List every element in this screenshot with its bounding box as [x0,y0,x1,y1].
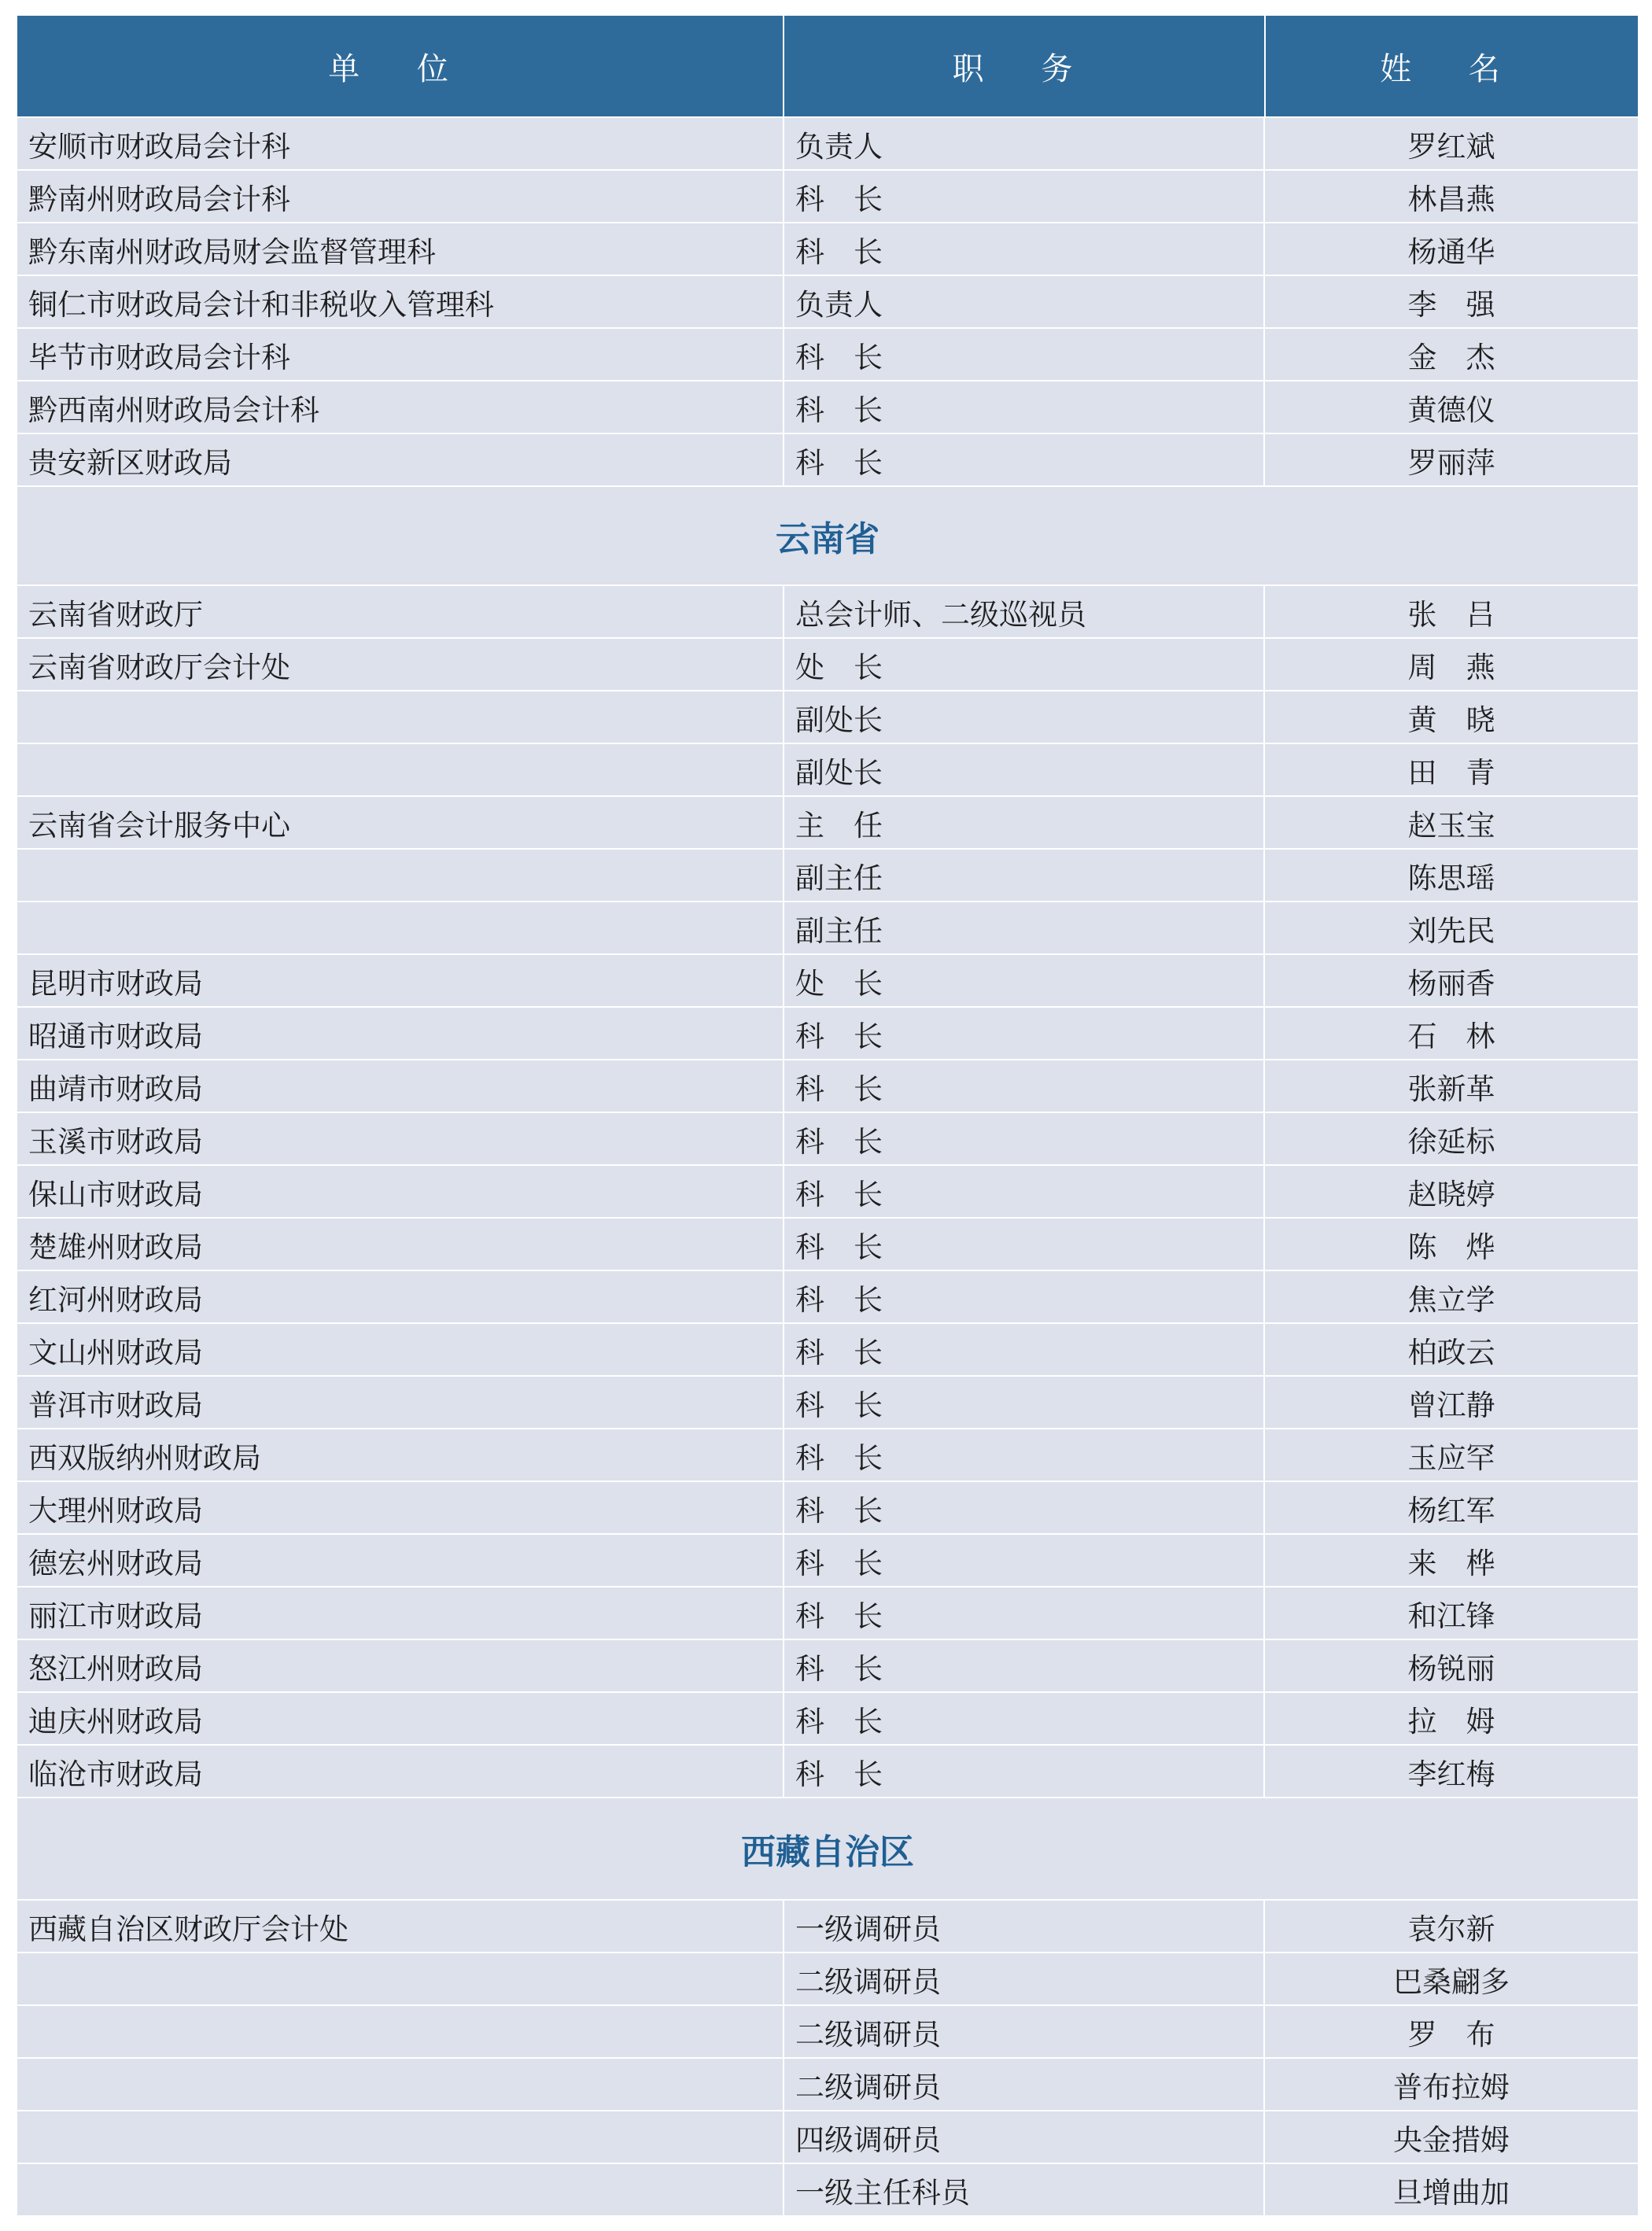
cell-name: 杨通华 [1407,234,1495,269]
table-row [17,1586,1638,1639]
table-row [17,1428,1638,1481]
cell-unit: 文山州财政局 [17,1324,784,1375]
cell-unit: 昆明市财政局 [17,955,784,1006]
table-row [17,1899,1638,1952]
cell-unit: 西藏自治区财政厅会计处 [17,1901,784,1952]
table-row [17,953,1638,1006]
table-row [17,1639,1638,1691]
cell-name: 普布拉姆 [1393,2070,1510,2104]
cell-position: 主 任 [784,797,1265,848]
cell-position: 负责人 [784,118,1265,169]
cell-name: 来 桦 [1407,1546,1495,1580]
cell-name: 曾江静 [1407,1388,1495,1422]
cell-position: 一级主任科员 [784,2164,1265,2215]
cell-position: 处 长 [784,639,1265,690]
cell-unit [17,2006,784,2057]
cell-unit: 保山市财政局 [17,1166,784,1217]
header-position: 职 务 [784,16,1266,116]
table-row [17,116,1638,169]
cell-unit: 普洱市财政局 [17,1377,784,1428]
cell-name: 林昌燕 [1407,182,1495,216]
cell-position: 总会计师、二级巡视员 [784,586,1265,637]
cell-unit: 迪庆州财政局 [17,1693,784,1744]
cell-position: 一级调研员 [784,1901,1265,1952]
cell-name: 石 林 [1407,1019,1495,1053]
cell-unit [17,1953,784,2004]
cell-unit: 云南省会计服务中心 [17,797,784,848]
table-row [17,327,1638,380]
cell-name: 玉应罕 [1407,1440,1495,1475]
cell-unit [17,691,784,743]
section-title: 云南省 [17,485,1638,584]
cell-unit [17,2111,784,2163]
cell-unit: 云南省财政厅 [17,586,784,637]
table-row [17,1164,1638,1217]
cell-name: 田 青 [1407,755,1495,790]
table-row [17,380,1638,433]
cell-unit: 德宏州财政局 [17,1535,784,1586]
cell-position: 副主任 [784,850,1265,901]
cell-name: 徐延标 [1407,1124,1495,1159]
cell-position: 科 长 [784,1271,1265,1322]
cell-name: 拉 姆 [1407,1704,1495,1739]
cell-unit [17,2059,784,2110]
cell-position: 二级调研员 [784,2059,1265,2110]
personnel-table [16,14,1639,2217]
cell-name: 和江锋 [1407,1599,1495,1633]
table-row [17,1059,1638,1112]
cell-unit: 丽江市财政局 [17,1588,784,1639]
cell-unit: 曲靖市财政局 [17,1060,784,1112]
cell-unit: 大理州财政局 [17,1482,784,1533]
table-row [17,901,1638,953]
table-row [17,222,1638,275]
table-row [17,2110,1638,2163]
cell-unit: 楚雄州财政局 [17,1219,784,1270]
cell-name: 罗 布 [1407,2017,1495,2052]
table-row [17,1112,1638,1164]
table-row [17,1006,1638,1059]
cell-position: 科 长 [784,1324,1265,1375]
cell-name: 李红梅 [1407,1757,1495,1791]
cell-position: 科 长 [784,1640,1265,1691]
cell-name: 央金措姆 [1393,2122,1510,2157]
cell-unit [17,850,784,901]
cell-position: 科 长 [784,223,1265,275]
cell-position: 科 长 [784,1535,1265,1586]
table-row [17,1322,1638,1375]
table-row [17,1217,1638,1270]
cell-name: 黄德仪 [1407,393,1495,427]
table-row [17,848,1638,901]
cell-unit: 西双版纳州财政局 [17,1429,784,1481]
cell-unit: 云南省财政厅会计处 [17,639,784,690]
cell-position: 科 长 [784,1060,1265,1112]
cell-name: 黄 晓 [1407,702,1495,737]
cell-name: 赵晓婷 [1407,1177,1495,1211]
cell-position: 科 长 [784,171,1265,222]
cell-position: 副处长 [784,691,1265,743]
table-row [17,169,1638,222]
cell-name: 旦增曲加 [1393,2175,1510,2210]
cell-name: 张新革 [1407,1071,1495,1106]
table-row [17,275,1638,327]
cell-unit [17,744,784,795]
cell-unit: 红河州财政局 [17,1271,784,1322]
table-row [17,743,1638,795]
table-header [17,16,1638,116]
cell-unit: 怒江州财政局 [17,1640,784,1691]
cell-position: 负责人 [784,276,1265,327]
table-row [17,1375,1638,1428]
cell-unit: 黔西南州财政局会计科 [17,382,784,433]
table-row [17,637,1638,690]
cell-position: 科 长 [784,1482,1265,1533]
table-row [17,584,1638,637]
cell-unit: 临沧市财政局 [17,1746,784,1797]
table-row [17,1481,1638,1533]
cell-position: 科 长 [784,1219,1265,1270]
cell-position: 二级调研员 [784,2006,1265,2057]
cell-position: 副主任 [784,902,1265,953]
cell-name: 柏政云 [1407,1335,1495,1370]
cell-unit: 黔南州财政局会计科 [17,171,784,222]
table-row [17,2163,1638,2215]
table-row [17,1533,1638,1586]
table-row [17,1744,1638,1797]
cell-position: 科 长 [784,1377,1265,1428]
cell-name: 杨红军 [1407,1493,1495,1528]
header-name: 姓 名 [1380,50,1524,87]
table-row [17,1952,1638,2004]
cell-unit: 安顺市财政局会计科 [17,118,784,169]
cell-name: 袁尔新 [1407,1912,1495,1946]
cell-unit: 黔东南州财政局财会监督管理科 [17,223,784,275]
cell-unit [17,2164,784,2215]
cell-unit: 昭通市财政局 [17,1008,784,1059]
cell-name: 张 吕 [1407,597,1495,632]
table-row [17,2004,1638,2057]
cell-name: 赵玉宝 [1407,808,1495,843]
header-unit: 单 位 [17,16,784,116]
cell-position: 科 长 [784,329,1265,380]
section-title: 西藏自治区 [17,1797,1638,1899]
cell-position: 科 长 [784,1166,1265,1217]
cell-name: 杨锐丽 [1407,1651,1495,1686]
cell-name: 陈思瑶 [1407,861,1495,895]
cell-name: 焦立学 [1407,1282,1495,1317]
cell-name: 李 强 [1407,287,1495,322]
cell-position: 四级调研员 [784,2111,1265,2163]
cell-name: 周 燕 [1407,650,1495,684]
cell-unit: 铜仁市财政局会计和非税收入管理科 [17,276,784,327]
cell-unit: 贵安新区财政局 [17,434,784,485]
cell-name: 巴桑翩多 [1393,1964,1510,1999]
cell-position: 二级调研员 [784,1953,1265,2004]
table-row [17,795,1638,848]
table-row [17,1270,1638,1322]
cell-position: 科 长 [784,1746,1265,1797]
cell-position: 科 长 [784,1429,1265,1481]
table-body [17,116,1638,2215]
table-row [17,2057,1638,2110]
cell-position: 科 长 [784,382,1265,433]
cell-position: 处 长 [784,955,1265,1006]
cell-position: 科 长 [784,434,1265,485]
cell-name: 刘先民 [1407,913,1495,948]
cell-position: 科 长 [784,1693,1265,1744]
cell-position: 科 长 [784,1588,1265,1639]
table-row [17,690,1638,743]
cell-position: 科 长 [784,1008,1265,1059]
table-row [17,1691,1638,1744]
cell-position: 科 长 [784,1113,1265,1164]
cell-name: 金 杰 [1407,340,1495,374]
cell-unit: 毕节市财政局会计科 [17,329,784,380]
cell-unit: 玉溪市财政局 [17,1113,784,1164]
cell-name: 陈 烨 [1407,1230,1495,1264]
cell-name: 罗红斌 [1407,129,1495,164]
cell-unit [17,902,784,953]
table-row [17,433,1638,485]
cell-name: 罗丽萍 [1407,445,1495,480]
cell-position: 副处长 [784,744,1265,795]
cell-name: 杨丽香 [1407,966,1495,1001]
